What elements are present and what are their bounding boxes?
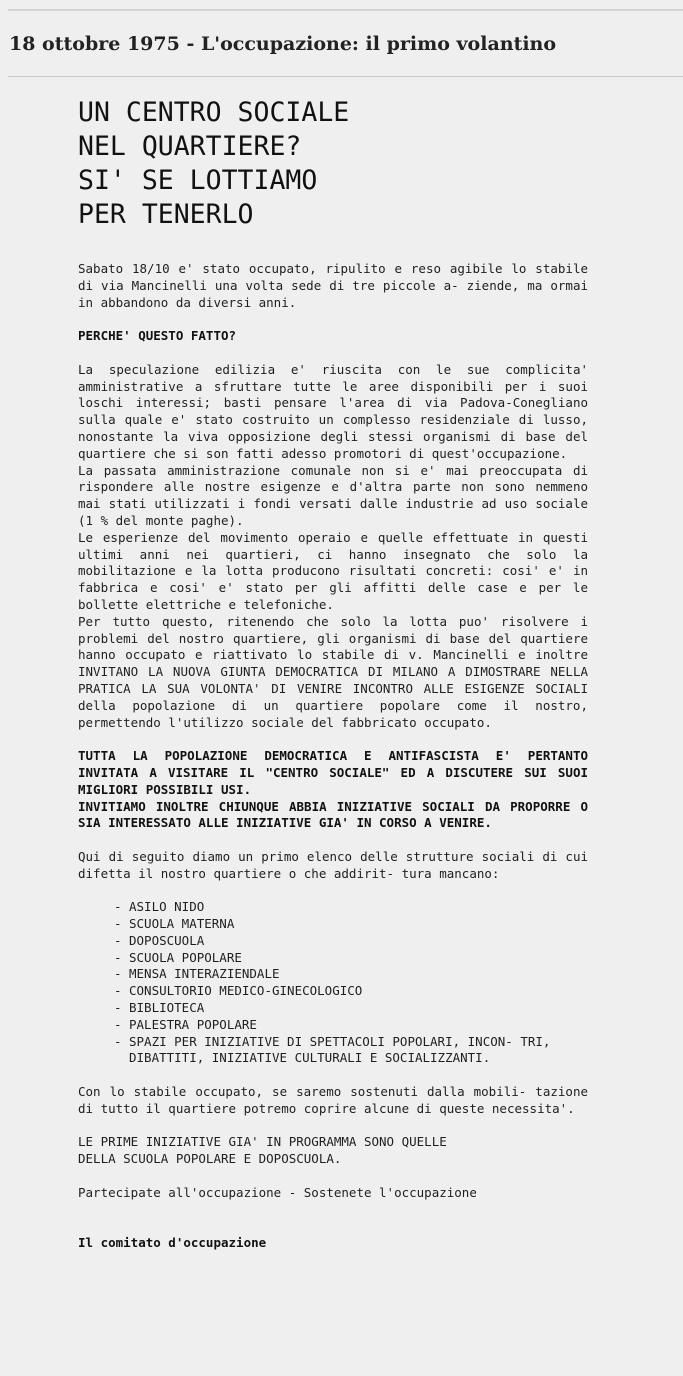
body-paragraph (78, 362, 588, 732)
flyer-body (78, 261, 588, 1252)
list-item-label: SPAZI PER INIZIATIVE DI SPETTACOLI POPOLARI, INCON- TRI, DIBATTITI, INIZIATIVE CULTURALI E SOCIALIZZANTI. (129, 1033, 551, 1066)
body-block: Per tutto questo, ritenendo che solo la lotta puo' risolvere i problemi del nostro quartiere, gli organismi di base del quartiere hanno occupato e riattivato lo stabile di v. Mancinelli e inoltre INVITANO LA NUOVA GIUNTA DEMOCRATICA DI MILANO A DIMOSTRARE NELLA PRATICA LA SUA VOLONTA' DI VENIRE INCONTRO ALLE ESIGENZE SOCIALI della popolazione di un quartiere popolare come il nostro, permettendo l'utilizzo sociale del fabbricato occupato. (78, 613, 588, 730)
list-item-label: MENSA INTERAZIENDALE (129, 966, 280, 982)
headline-line: SI' SE LOTTIAMO (78, 165, 318, 196)
headline-line: NEL QUARTIERE? (78, 131, 302, 162)
dash-marker: - (114, 1016, 122, 1032)
top-divider (8, 9, 683, 11)
appeal-block: INVITIAMO INOLTRE CHIUNQUE ABBIA INIZIATIVE SOCIALI DA PROPORRE O SIA INTERESSATO ALLE INIZIATIVE GIA' IN CORSO A VENIRE. (78, 798, 588, 831)
body-block: Le esperienze del movimento operaio e quelle effettuate in questi ultimi anni nei quartieri, ci hanno insegnato che solo la mobilitazione e la lotta producono risultati concreti: cosi' e' in fabbrica e cosi' e' stato per gli affitti delle case e per le bollette elettriche e telefoniche. (78, 529, 588, 612)
dash-marker: - (114, 949, 122, 965)
list-item (114, 950, 588, 967)
list-intro: Qui di seguito diamo un primo elenco delle strutture sociali di cui difetta il nostro quartiere o che addirit- tura mancano: (78, 848, 588, 881)
list-item (114, 983, 588, 1000)
structures-list (78, 899, 588, 1067)
list-item (114, 899, 588, 916)
list-item (114, 916, 588, 933)
title-divider (8, 76, 683, 77)
appeal-paragraph (78, 748, 588, 832)
headline-line: PER TENERLO (78, 199, 254, 230)
dash-marker: - (114, 983, 122, 999)
list-item-label: PALESTRA POPOLARE (129, 1016, 257, 1032)
list-item (114, 1034, 588, 1068)
page-title: 18 ottobre 1975 - L'occupazione: il primo volantino (9, 33, 557, 55)
dash-marker: - (114, 1000, 122, 1016)
list-item (114, 1017, 588, 1034)
programme-line: LE PRIME INIZIATIVE GIA' IN PROGRAMMA SONO QUELLE (78, 1134, 447, 1150)
list-item (114, 966, 588, 983)
list-item-label: SCUOLA POPOLARE (129, 949, 242, 965)
why-heading: PERCHE' QUESTO FATTO? (78, 328, 237, 344)
slogan: Partecipate all'occupazione - Sostenete l'occupazione (78, 1184, 477, 1200)
list-item (114, 933, 588, 950)
list-item-label: DOPOSCUOLA (129, 932, 205, 948)
dash-marker: - (114, 1033, 122, 1049)
appeal-block: TUTTA LA POPOLAZIONE DEMOCRATICA E ANTIFASCISTA E' PERTANTO INVITATA A VISITARE IL "CENTRO SOCIALE" ED A DISCUTERE SUI SUOI MIGLIORI POSSIBILI USI. (78, 748, 588, 797)
dash-marker: - (114, 966, 122, 982)
list-item-label: SCUOLA MATERNA (129, 916, 235, 932)
list-item-label: CONSULTORIO MEDICO-GINECOLOGICO (129, 983, 363, 999)
flyer-headline (78, 96, 349, 232)
intro-paragraph: Sabato 18/10 e' stato occupato, ripulito e reso agibile lo stabile di via Mancinelli una volta sede di tre piccole a- ziende, ma ormai in abbandono da diversi anni. (78, 261, 588, 310)
dash-marker: - (114, 916, 122, 932)
headline-line: UN CENTRO SOCIALE (78, 97, 350, 128)
closing-paragraph: Con lo stabile occupato, se saremo sostenuti dalla mobili- tazione di tutto il quartiere potremo coprire alcune di queste necessita'. (78, 1084, 588, 1116)
programme-paragraph (78, 1134, 588, 1168)
list-item (114, 1000, 588, 1017)
body-block: La passata amministrazione comunale non si e' mai preoccupata di rispondere alle nostre esigenze e d'altra parte non sono nemmeno mai stati utilizzati i fondi versati dalle industrie ad uso sociale (1 % del monte paghe). (78, 462, 588, 528)
body-block: La speculazione edilizia e' riuscita con le sue complicita' amministrative a sfruttare tutte le aree disponibili per i suoi loschi interessi; basti pensare l'area di via Padova-Conegliano sulla quale e' stato costruito un complesso residenziale di lusso, nonostante la viva opposizione degli stessi organismi di base del quartiere che si son fatti adesso promotori di quest'occupazione. (78, 361, 588, 461)
list-item-label: ASILO NIDO (129, 899, 205, 915)
dash-marker: - (114, 899, 122, 915)
dash-marker: - (114, 932, 122, 948)
list-item-label: BIBLIOTECA (129, 1000, 205, 1016)
programme-line: DELLA SCUOLA POPOLARE E DOPOSCUOLA. (78, 1151, 342, 1167)
signature: Il comitato d'occupazione (78, 1235, 267, 1251)
